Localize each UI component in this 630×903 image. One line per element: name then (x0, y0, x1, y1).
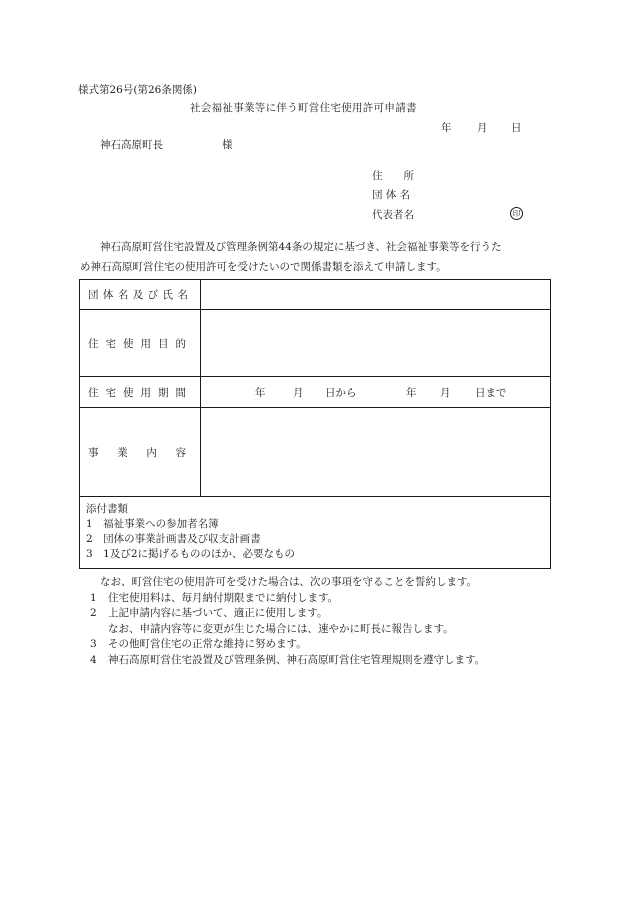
label-business-content (80, 408, 201, 497)
period-start-year: 年 (255, 387, 266, 399)
period-start-month: 月 (293, 387, 304, 399)
label-text: 住 宅 使 用 目 的 (88, 337, 186, 350)
field-purpose[interactable] (201, 310, 551, 377)
row-group-name (80, 280, 551, 310)
label-text: 住 宅 使 用 期 間 (88, 386, 186, 399)
pledge-item: 4 神石高原町営住宅設置及び管理条例、神石高原町営住宅管理規則を遵守します。 (90, 653, 486, 666)
date-year: 年 (441, 122, 452, 134)
label-group-and-name (80, 280, 201, 310)
addressee: 神石高原町長 (100, 139, 163, 151)
pledge-item: なお、申請内容等に変更が生じた場合には、速やかに町長に報告します。 (108, 622, 454, 635)
attachment-item: 2 団体の事業計画書及び収支計画書 (86, 533, 261, 545)
label-purpose (80, 310, 201, 377)
label-text: 団 体 名 及 び 氏 名 (88, 289, 188, 301)
period-end-day: 日まで (475, 387, 507, 399)
pledge-item: 3 その他町営住宅の正常な維持に努めます。 (90, 638, 307, 650)
attachment-item: 1 福祉事業への参加者名簿 (86, 518, 219, 530)
attachments-cell (80, 497, 551, 569)
seal-mark: 印 (510, 207, 523, 220)
period-end-year: 年 (406, 387, 417, 399)
date-line (0, 120, 630, 134)
row-purpose (80, 310, 551, 377)
body-line-1: 神石高原町営住宅設置及び管理条例第44条の規定に基づき、社会福祉事業等を行うた (100, 241, 502, 253)
row-attachments (80, 497, 551, 569)
field-period[interactable] (201, 377, 551, 408)
honorific: 様 (222, 139, 233, 151)
application-body (80, 237, 550, 277)
form-number: 様式第26号(第26条関係) (78, 84, 197, 96)
field-group-and-name[interactable] (201, 280, 551, 310)
period-end-month: 月 (440, 387, 451, 399)
pledge-item: 1 住宅使用料は、毎月納付期限までに納付します。 (90, 591, 339, 604)
label-period (80, 377, 201, 408)
attachments-title: 添付書類 (86, 503, 128, 515)
label-text: 事 業 内 容 (88, 446, 186, 459)
period-start-day: 日から (325, 387, 357, 399)
document-title: 社会福祉事業等に伴う町営住宅使用許可申請書 (190, 102, 417, 114)
date-day: 日 (511, 122, 522, 134)
pledge-intro: なお、町営住宅の使用許可を受けた場合は、次の事項を守ることを誓約します。 (100, 576, 478, 588)
application-table (79, 279, 551, 569)
field-business-content[interactable] (201, 408, 551, 497)
pledge-section (90, 575, 485, 668)
pledge-item: 2 上記申請内容に基づいて、適正に使用します。 (90, 607, 328, 619)
row-period (80, 377, 551, 408)
row-business (80, 408, 551, 497)
group-name-label: 団 体 名 (372, 189, 411, 201)
representative-label: 代表者名 (372, 209, 414, 221)
date-month: 月 (477, 122, 488, 134)
attachment-item: 3 1及び2に掲げるもののほか、必要なもの (86, 548, 296, 560)
address-label: 住 所 (372, 170, 414, 182)
body-line-2: め神石高原町営住宅の使用許可を受けたいので関係書類を添えて申請します。 (80, 261, 447, 273)
